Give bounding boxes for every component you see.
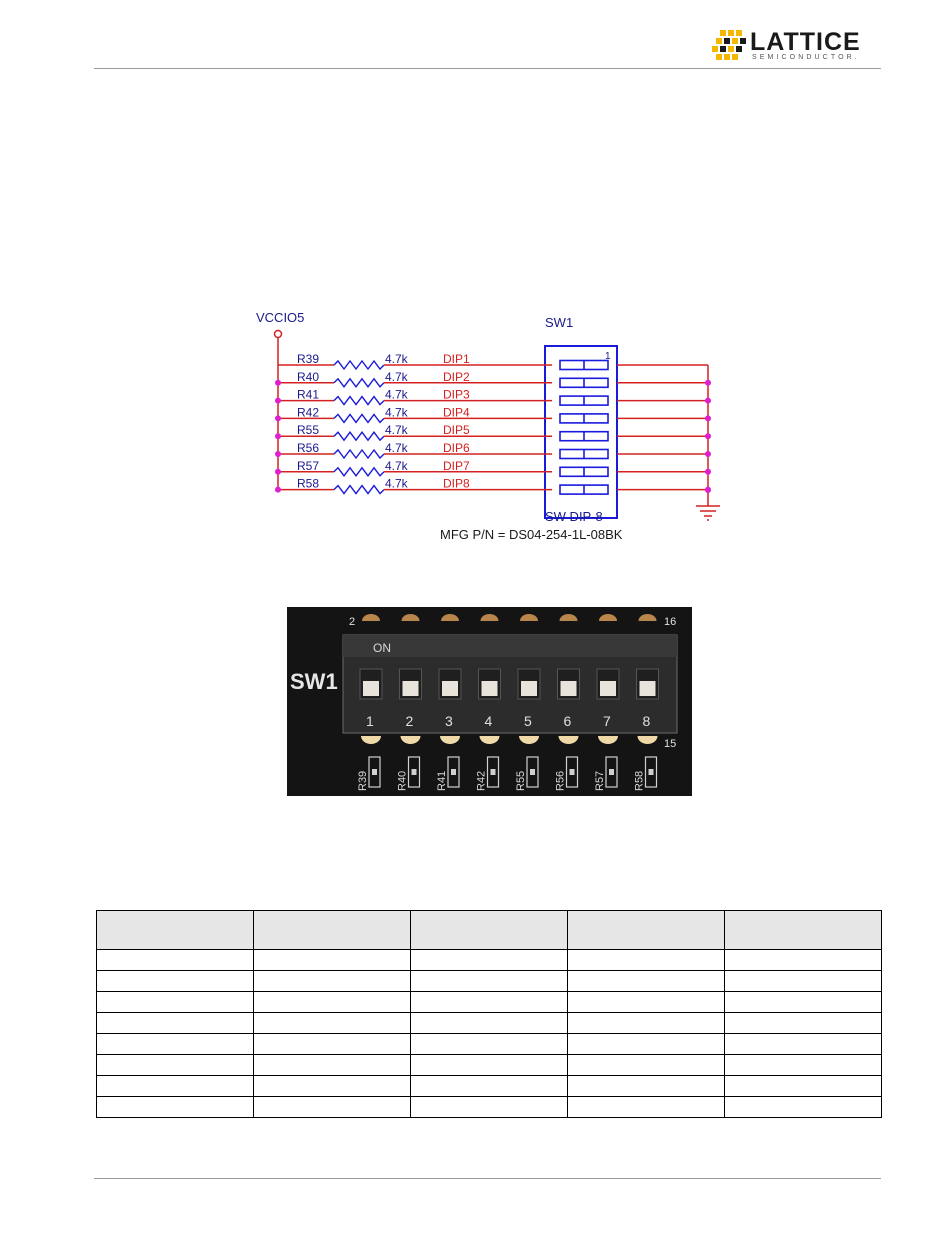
table-row xyxy=(97,1034,882,1055)
table-cell xyxy=(411,1076,568,1097)
table-row xyxy=(97,1013,882,1034)
resistor-value-label: 4.7k xyxy=(385,405,408,420)
resistor-icon xyxy=(334,397,384,405)
net-label: DIP6 xyxy=(443,441,470,455)
table-header-cell xyxy=(411,911,568,950)
resistor-value-label: 4.7k xyxy=(385,458,408,473)
junction-dot-icon xyxy=(275,487,281,493)
resistor-ref-label: R41 xyxy=(297,387,320,402)
pin-one-marker: 1 xyxy=(605,351,611,362)
photo-switch-number: 6 xyxy=(563,713,572,729)
table-cell xyxy=(568,1055,725,1076)
table-cell xyxy=(725,971,882,992)
logo-wordmark: LATTICE xyxy=(750,28,861,56)
photo-resistor-pad xyxy=(412,769,417,775)
photo-resistor-pad xyxy=(609,769,614,775)
photo-resistor-pad xyxy=(451,769,456,775)
table-cell xyxy=(411,1097,568,1118)
table-header-cell xyxy=(254,911,411,950)
net-label: DIP7 xyxy=(443,458,470,473)
table-cell xyxy=(97,1076,254,1097)
junction-dot-icon xyxy=(275,398,281,404)
table-cell xyxy=(254,992,411,1013)
resistor-ref-label: R42 xyxy=(297,405,320,420)
photo-switch-actuator-icon xyxy=(363,681,379,696)
table-cell xyxy=(725,1034,882,1055)
table-row xyxy=(97,950,882,971)
table-cell xyxy=(254,1034,411,1055)
resistor-value-label: 4.7k xyxy=(385,476,408,491)
table-cell xyxy=(725,1055,882,1076)
photo-switch-actuator-icon xyxy=(640,681,656,696)
table-cell xyxy=(568,1097,725,1118)
photo-pin-label-top-right: 16 xyxy=(664,616,677,628)
table-cell xyxy=(568,1013,725,1034)
data-table xyxy=(96,910,882,1118)
photo-switch-top xyxy=(343,635,677,657)
table-cell xyxy=(411,950,568,971)
table-row xyxy=(97,1055,882,1076)
footer-rule xyxy=(94,1178,881,1179)
table-cell xyxy=(725,992,882,1013)
junction-dot-icon xyxy=(705,415,711,421)
table-header-cell xyxy=(568,911,725,950)
junction-dot-icon xyxy=(275,415,281,421)
resistor-icon xyxy=(334,486,384,494)
table-cell xyxy=(254,1055,411,1076)
photo-switch-number: 3 xyxy=(445,713,453,729)
table-cell xyxy=(568,1076,725,1097)
table-cell xyxy=(97,950,254,971)
photo-resistor-label: R39 xyxy=(357,770,369,791)
net-label: DIP8 xyxy=(443,476,470,491)
photo-resistor-label: R42 xyxy=(475,770,488,791)
dip-switch-photo xyxy=(287,607,692,796)
resistor-ref-label: R56 xyxy=(297,441,320,455)
table-cell xyxy=(254,1097,411,1118)
table-cell xyxy=(411,1013,568,1034)
resistor-icon xyxy=(334,379,384,387)
photo-resistor-label: R55 xyxy=(515,770,527,791)
photo-switch-number: 8 xyxy=(642,713,651,729)
photo-resistor-pad xyxy=(372,769,377,775)
photo-switch-actuator-icon xyxy=(403,681,419,696)
resistor-icon xyxy=(334,414,384,422)
net-label: DIP5 xyxy=(443,423,470,438)
table-cell xyxy=(97,1034,254,1055)
photo-switch-number: 4 xyxy=(484,713,493,729)
photo-switch-number: 5 xyxy=(524,713,532,729)
resistor-value-label: 4.7k xyxy=(385,387,408,402)
table-cell xyxy=(568,971,725,992)
resistor-ref-label: R39 xyxy=(297,352,320,366)
photo-pin-label-top-left: 2 xyxy=(349,616,356,628)
resistor-icon xyxy=(334,361,384,369)
table-header-cell xyxy=(725,911,882,950)
photo-resistor-label: R41 xyxy=(436,770,448,791)
junction-dot-icon xyxy=(705,451,711,457)
photo-resistor-label: R40 xyxy=(396,770,409,791)
photo-switch-number: 7 xyxy=(603,713,611,729)
table-cell xyxy=(568,992,725,1013)
net-label: DIP2 xyxy=(443,369,470,384)
resistor-ref-label: R55 xyxy=(297,423,320,438)
photo-board-label: SW1 xyxy=(290,669,338,694)
table-cell xyxy=(97,971,254,992)
switch-ref-label: SW1 xyxy=(545,315,574,330)
junction-dot-icon xyxy=(275,451,281,457)
resistor-ref-label: R40 xyxy=(297,369,320,384)
junction-dot-icon xyxy=(275,380,281,386)
photo-switch-actuator-icon xyxy=(600,681,616,696)
table-cell xyxy=(97,1097,254,1118)
photo-switch-number: 2 xyxy=(405,713,414,729)
switch-type-label: SW DIP-8 xyxy=(545,509,603,524)
photo-pin-label-bottom-right: 15 xyxy=(664,738,677,750)
ground-symbol-icon xyxy=(696,506,720,520)
table-header-cell xyxy=(97,911,254,950)
net-label: DIP3 xyxy=(443,387,470,402)
photo-resistor-label: R58 xyxy=(633,770,646,791)
junction-dot-icon xyxy=(705,469,711,475)
photo-switch-actuator-icon xyxy=(521,681,537,696)
photo-switch-actuator-icon xyxy=(561,681,577,696)
photo-on-label: ON xyxy=(373,641,391,655)
junction-dot-icon xyxy=(275,469,281,475)
resistor-icon xyxy=(334,450,384,458)
logo-subtitle: SEMICONDUCTOR. xyxy=(752,54,860,61)
resistor-value-label: 4.7k xyxy=(385,423,408,438)
net-label: DIP1 xyxy=(443,352,470,366)
table-cell xyxy=(411,992,568,1013)
junction-dot-icon xyxy=(705,398,711,404)
table-cell xyxy=(97,992,254,1013)
table-cell xyxy=(568,1034,725,1055)
schematic-rows xyxy=(275,352,711,494)
table-cell xyxy=(254,1076,411,1097)
resistor-value-label: 4.7k xyxy=(385,352,408,366)
photo-resistor-pad xyxy=(570,769,575,775)
photo-switch-actuator-icon xyxy=(442,681,458,696)
table-row xyxy=(97,992,882,1013)
supply-terminal-icon xyxy=(275,331,282,338)
photo-resistor-pad xyxy=(649,769,654,775)
table-cell xyxy=(254,971,411,992)
table-cell xyxy=(254,950,411,971)
table-cell xyxy=(411,1055,568,1076)
table-cell xyxy=(97,1013,254,1034)
photo-resistor-pad xyxy=(491,769,496,775)
part-number-label: MFG P/N = DS04-254-1L-08BK xyxy=(440,527,623,542)
resistor-value-label: 4.7k xyxy=(385,441,408,455)
table-cell xyxy=(97,1055,254,1076)
junction-dot-icon xyxy=(705,433,711,439)
junction-dot-icon xyxy=(705,380,711,386)
junction-dot-icon xyxy=(275,433,281,439)
header-rule xyxy=(94,68,881,69)
photo-resistor-label: R57 xyxy=(594,770,606,791)
lattice-logo xyxy=(712,28,884,64)
junction-dot-icon xyxy=(705,487,711,493)
resistor-ref-label: R57 xyxy=(297,458,320,473)
table-cell xyxy=(725,950,882,971)
resistor-value-label: 4.7k xyxy=(385,369,408,384)
table-header-row xyxy=(97,911,882,950)
table-row xyxy=(97,1097,882,1118)
photo-switch-number: 1 xyxy=(366,713,374,729)
table-cell xyxy=(725,1097,882,1118)
dip-switch-schematic xyxy=(250,308,730,548)
table-row xyxy=(97,1076,882,1097)
table-cell xyxy=(411,971,568,992)
resistor-icon xyxy=(334,432,384,440)
photo-switch-actuator-icon xyxy=(482,681,498,696)
supply-label: VCCIO5 xyxy=(256,310,305,325)
table-cell xyxy=(411,1034,568,1055)
photo-resistor-label: R56 xyxy=(554,770,567,791)
table-cell xyxy=(568,950,725,971)
net-label: DIP4 xyxy=(443,405,470,420)
table-row xyxy=(97,971,882,992)
photo-resistor-pad xyxy=(530,769,535,775)
table-cell xyxy=(725,1013,882,1034)
resistor-icon xyxy=(334,468,384,476)
lattice-logo-mark-icon xyxy=(712,28,748,62)
resistor-ref-label: R58 xyxy=(297,476,320,491)
table-cell xyxy=(254,1013,411,1034)
table-cell xyxy=(725,1076,882,1097)
